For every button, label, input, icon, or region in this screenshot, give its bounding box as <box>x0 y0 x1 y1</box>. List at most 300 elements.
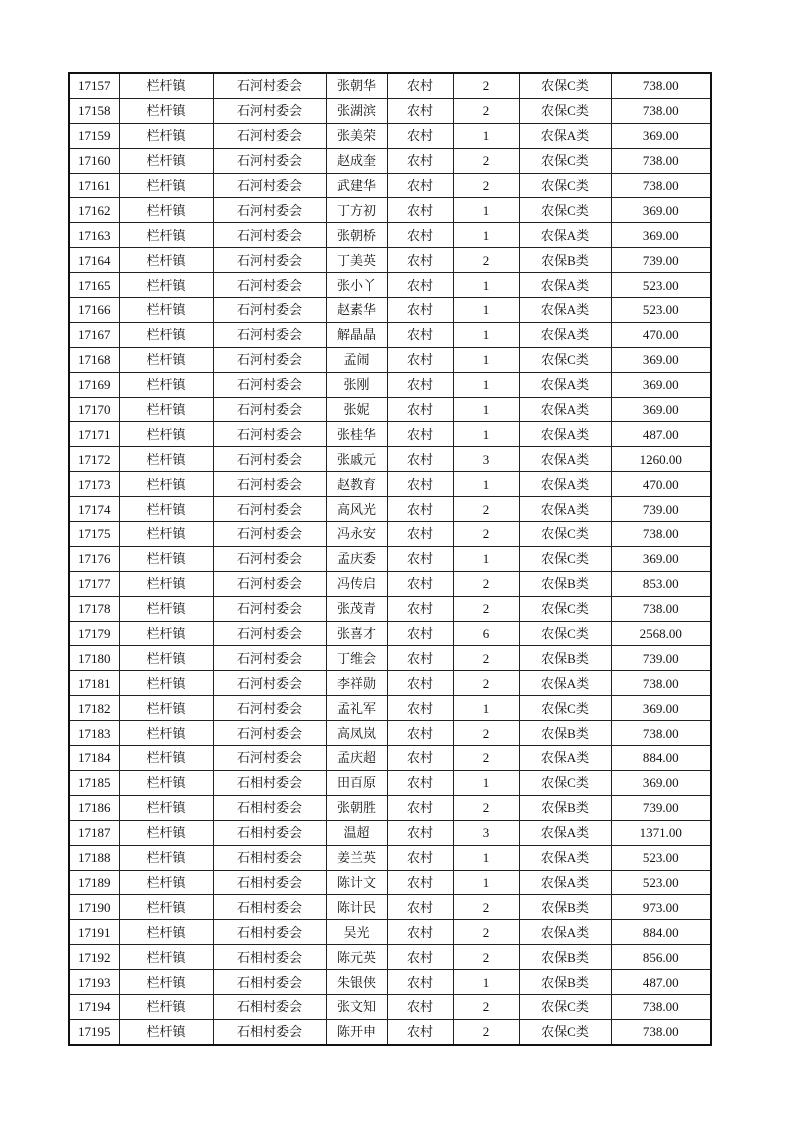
insurance-class-cell: 农保C类 <box>519 98 611 123</box>
household-type-cell: 农村 <box>387 148 453 173</box>
insurance-class-cell: 农保C类 <box>519 198 611 223</box>
person-name-cell: 陈计民 <box>326 895 387 920</box>
town-cell: 栏杆镇 <box>119 920 213 945</box>
amount-cell: 470.00 <box>611 472 711 497</box>
town-cell: 栏杆镇 <box>119 123 213 148</box>
amount-cell: 738.00 <box>611 671 711 696</box>
record-id-cell: 17192 <box>69 945 119 970</box>
record-id-cell: 17175 <box>69 522 119 547</box>
household-type-cell: 农村 <box>387 198 453 223</box>
amount-cell: 738.00 <box>611 994 711 1019</box>
record-id-cell: 17158 <box>69 98 119 123</box>
insurance-class-cell: 农保A类 <box>519 820 611 845</box>
amount-cell: 739.00 <box>611 248 711 273</box>
household-count-cell: 2 <box>453 994 519 1019</box>
amount-cell: 369.00 <box>611 546 711 571</box>
town-cell: 栏杆镇 <box>119 746 213 771</box>
table-row <box>69 273 711 298</box>
household-count-cell: 1 <box>453 546 519 571</box>
town-cell: 栏杆镇 <box>119 945 213 970</box>
village-committee-cell: 石河村委会 <box>213 696 326 721</box>
record-id-cell: 17190 <box>69 895 119 920</box>
household-type-cell: 农村 <box>387 173 453 198</box>
household-count-cell: 6 <box>453 621 519 646</box>
town-cell: 栏杆镇 <box>119 248 213 273</box>
household-type-cell: 农村 <box>387 273 453 298</box>
record-id-cell: 17169 <box>69 372 119 397</box>
village-committee-cell: 石河村委会 <box>213 721 326 746</box>
table-row <box>69 248 711 273</box>
household-count-cell: 2 <box>453 596 519 621</box>
table-row <box>69 945 711 970</box>
town-cell: 栏杆镇 <box>119 895 213 920</box>
person-name-cell: 冯永安 <box>326 522 387 547</box>
record-id-cell: 17191 <box>69 920 119 945</box>
household-type-cell: 农村 <box>387 795 453 820</box>
household-type-cell: 农村 <box>387 970 453 995</box>
town-cell: 栏杆镇 <box>119 422 213 447</box>
village-committee-cell: 石河村委会 <box>213 522 326 547</box>
table-row <box>69 522 711 547</box>
household-type-cell: 农村 <box>387 870 453 895</box>
household-count-cell: 2 <box>453 571 519 596</box>
village-committee-cell: 石相村委会 <box>213 945 326 970</box>
household-type-cell: 农村 <box>387 671 453 696</box>
amount-cell: 738.00 <box>611 721 711 746</box>
amount-cell: 487.00 <box>611 422 711 447</box>
town-cell: 栏杆镇 <box>119 447 213 472</box>
household-count-cell: 2 <box>453 497 519 522</box>
insurance-class-cell: 农保A类 <box>519 472 611 497</box>
town-cell: 栏杆镇 <box>119 148 213 173</box>
table-row <box>69 198 711 223</box>
table-row <box>69 422 711 447</box>
household-count-cell: 1 <box>453 123 519 148</box>
household-count-cell: 1 <box>453 696 519 721</box>
village-committee-cell: 石相村委会 <box>213 895 326 920</box>
amount-cell: 369.00 <box>611 123 711 148</box>
table-row <box>69 970 711 995</box>
person-name-cell: 丁美英 <box>326 248 387 273</box>
household-type-cell: 农村 <box>387 945 453 970</box>
household-count-cell: 2 <box>453 746 519 771</box>
record-id-cell: 17178 <box>69 596 119 621</box>
table-row <box>69 696 711 721</box>
village-committee-cell: 石相村委会 <box>213 970 326 995</box>
table-row <box>69 671 711 696</box>
household-count-cell: 2 <box>453 248 519 273</box>
town-cell: 栏杆镇 <box>119 397 213 422</box>
village-committee-cell: 石河村委会 <box>213 273 326 298</box>
town-cell: 栏杆镇 <box>119 173 213 198</box>
village-committee-cell: 石河村委会 <box>213 123 326 148</box>
household-count-cell: 1 <box>453 322 519 347</box>
insurance-class-cell: 农保B类 <box>519 970 611 995</box>
household-type-cell: 农村 <box>387 721 453 746</box>
amount-cell: 369.00 <box>611 696 711 721</box>
amount-cell: 369.00 <box>611 347 711 372</box>
household-count-cell: 1 <box>453 347 519 372</box>
household-count-cell: 2 <box>453 920 519 945</box>
table-row <box>69 870 711 895</box>
town-cell: 栏杆镇 <box>119 497 213 522</box>
town-cell: 栏杆镇 <box>119 372 213 397</box>
amount-cell: 738.00 <box>611 173 711 198</box>
person-name-cell: 武建华 <box>326 173 387 198</box>
person-name-cell: 丁方初 <box>326 198 387 223</box>
person-name-cell: 张茂青 <box>326 596 387 621</box>
household-count-cell: 2 <box>453 895 519 920</box>
record-id-cell: 17183 <box>69 721 119 746</box>
town-cell: 栏杆镇 <box>119 621 213 646</box>
record-id-cell: 17170 <box>69 397 119 422</box>
table-row <box>69 173 711 198</box>
person-name-cell: 朱银侠 <box>326 970 387 995</box>
record-id-cell: 17177 <box>69 571 119 596</box>
household-count-cell: 2 <box>453 98 519 123</box>
household-count-cell: 1 <box>453 845 519 870</box>
person-name-cell: 赵素华 <box>326 298 387 323</box>
insurance-class-cell: 农保A类 <box>519 372 611 397</box>
insurance-class-cell: 农保C类 <box>519 347 611 372</box>
household-count-cell: 2 <box>453 73 519 98</box>
record-id-cell: 17172 <box>69 447 119 472</box>
person-name-cell: 孟庆委 <box>326 546 387 571</box>
person-name-cell: 赵教育 <box>326 472 387 497</box>
town-cell: 栏杆镇 <box>119 273 213 298</box>
insurance-class-cell: 农保A类 <box>519 671 611 696</box>
insurance-class-cell: 农保B类 <box>519 646 611 671</box>
amount-cell: 738.00 <box>611 98 711 123</box>
insurance-class-cell: 农保A类 <box>519 845 611 870</box>
town-cell: 栏杆镇 <box>119 198 213 223</box>
table-row <box>69 994 711 1019</box>
table-body <box>69 73 711 1045</box>
household-count-cell: 2 <box>453 646 519 671</box>
amount-cell: 523.00 <box>611 845 711 870</box>
household-type-cell: 农村 <box>387 397 453 422</box>
amount-cell: 369.00 <box>611 397 711 422</box>
household-count-cell: 1 <box>453 198 519 223</box>
table-row <box>69 920 711 945</box>
village-committee-cell: 石河村委会 <box>213 173 326 198</box>
village-committee-cell: 石相村委会 <box>213 845 326 870</box>
record-id-cell: 17174 <box>69 497 119 522</box>
insurance-class-cell: 农保A类 <box>519 298 611 323</box>
record-id-cell: 17159 <box>69 123 119 148</box>
amount-cell: 1371.00 <box>611 820 711 845</box>
table-row <box>69 596 711 621</box>
village-committee-cell: 石河村委会 <box>213 248 326 273</box>
household-count-cell: 2 <box>453 721 519 746</box>
household-count-cell: 2 <box>453 795 519 820</box>
person-name-cell: 丁维会 <box>326 646 387 671</box>
village-committee-cell: 石相村委会 <box>213 870 326 895</box>
record-id-cell: 17162 <box>69 198 119 223</box>
amount-cell: 738.00 <box>611 148 711 173</box>
household-count-cell: 2 <box>453 173 519 198</box>
household-count-cell: 1 <box>453 870 519 895</box>
household-type-cell: 农村 <box>387 123 453 148</box>
village-committee-cell: 石相村委会 <box>213 920 326 945</box>
person-name-cell: 孟礼军 <box>326 696 387 721</box>
insurance-class-cell: 农保B类 <box>519 571 611 596</box>
table-row <box>69 571 711 596</box>
record-id-cell: 17179 <box>69 621 119 646</box>
table-row <box>69 223 711 248</box>
table-row <box>69 322 711 347</box>
insurance-class-cell: 农保B类 <box>519 721 611 746</box>
household-count-cell: 2 <box>453 945 519 970</box>
record-id-cell: 17160 <box>69 148 119 173</box>
insurance-class-cell: 农保B类 <box>519 795 611 820</box>
record-id-cell: 17184 <box>69 746 119 771</box>
insurance-class-cell: 农保B类 <box>519 945 611 970</box>
amount-cell: 523.00 <box>611 273 711 298</box>
household-type-cell: 农村 <box>387 322 453 347</box>
amount-cell: 856.00 <box>611 945 711 970</box>
amount-cell: 1260.00 <box>611 447 711 472</box>
village-committee-cell: 石河村委会 <box>213 671 326 696</box>
person-name-cell: 张桂华 <box>326 422 387 447</box>
amount-cell: 470.00 <box>611 322 711 347</box>
village-committee-cell: 石河村委会 <box>213 98 326 123</box>
amount-cell: 884.00 <box>611 920 711 945</box>
village-committee-cell: 石河村委会 <box>213 447 326 472</box>
record-id-cell: 17165 <box>69 273 119 298</box>
town-cell: 栏杆镇 <box>119 795 213 820</box>
household-count-cell: 1 <box>453 223 519 248</box>
person-name-cell: 孟庆超 <box>326 746 387 771</box>
insurance-class-cell: 农保A类 <box>519 322 611 347</box>
person-name-cell: 张刚 <box>326 372 387 397</box>
town-cell: 栏杆镇 <box>119 98 213 123</box>
table-row <box>69 770 711 795</box>
town-cell: 栏杆镇 <box>119 1019 213 1044</box>
amount-cell: 369.00 <box>611 198 711 223</box>
person-name-cell: 田百原 <box>326 770 387 795</box>
town-cell: 栏杆镇 <box>119 472 213 497</box>
insurance-class-cell: 农保C类 <box>519 596 611 621</box>
person-name-cell: 张妮 <box>326 397 387 422</box>
record-id-cell: 17181 <box>69 671 119 696</box>
table-row <box>69 497 711 522</box>
village-committee-cell: 石河村委会 <box>213 646 326 671</box>
insurance-class-cell: 农保A类 <box>519 273 611 298</box>
village-committee-cell: 石河村委会 <box>213 497 326 522</box>
insurance-class-cell: 农保B类 <box>519 248 611 273</box>
table-row <box>69 123 711 148</box>
record-id-cell: 17173 <box>69 472 119 497</box>
person-name-cell: 高风光 <box>326 497 387 522</box>
town-cell: 栏杆镇 <box>119 73 213 98</box>
person-name-cell: 陈开申 <box>326 1019 387 1044</box>
household-type-cell: 农村 <box>387 73 453 98</box>
village-committee-cell: 石河村委会 <box>213 397 326 422</box>
amount-cell: 369.00 <box>611 770 711 795</box>
record-id-cell: 17163 <box>69 223 119 248</box>
table-row <box>69 148 711 173</box>
insurance-class-cell: 农保C类 <box>519 621 611 646</box>
household-type-cell: 农村 <box>387 546 453 571</box>
household-count-cell: 2 <box>453 522 519 547</box>
amount-cell: 523.00 <box>611 298 711 323</box>
town-cell: 栏杆镇 <box>119 671 213 696</box>
household-type-cell: 农村 <box>387 920 453 945</box>
village-committee-cell: 石河村委会 <box>213 571 326 596</box>
household-type-cell: 农村 <box>387 770 453 795</box>
village-committee-cell: 石相村委会 <box>213 994 326 1019</box>
allowance-table <box>68 72 712 1046</box>
amount-cell: 2568.00 <box>611 621 711 646</box>
village-committee-cell: 石河村委会 <box>213 198 326 223</box>
household-type-cell: 农村 <box>387 571 453 596</box>
insurance-class-cell: 农保C类 <box>519 1019 611 1044</box>
insurance-class-cell: 农保A类 <box>519 123 611 148</box>
person-name-cell: 孟闹 <box>326 347 387 372</box>
town-cell: 栏杆镇 <box>119 571 213 596</box>
amount-cell: 738.00 <box>611 596 711 621</box>
amount-cell: 738.00 <box>611 73 711 98</box>
record-id-cell: 17193 <box>69 970 119 995</box>
village-committee-cell: 石河村委会 <box>213 148 326 173</box>
household-type-cell: 农村 <box>387 621 453 646</box>
town-cell: 栏杆镇 <box>119 770 213 795</box>
amount-cell: 973.00 <box>611 895 711 920</box>
table-row <box>69 895 711 920</box>
household-type-cell: 农村 <box>387 422 453 447</box>
household-type-cell: 农村 <box>387 820 453 845</box>
record-id-cell: 17180 <box>69 646 119 671</box>
household-count-cell: 1 <box>453 397 519 422</box>
household-type-cell: 农村 <box>387 223 453 248</box>
household-count-cell: 1 <box>453 770 519 795</box>
village-committee-cell: 石河村委会 <box>213 73 326 98</box>
town-cell: 栏杆镇 <box>119 696 213 721</box>
household-count-cell: 3 <box>453 447 519 472</box>
household-count-cell: 1 <box>453 298 519 323</box>
insurance-class-cell: 农保C类 <box>519 148 611 173</box>
insurance-class-cell: 农保C类 <box>519 522 611 547</box>
household-count-cell: 1 <box>453 472 519 497</box>
household-count-cell: 3 <box>453 820 519 845</box>
table-row <box>69 472 711 497</box>
record-id-cell: 17186 <box>69 795 119 820</box>
table-row <box>69 372 711 397</box>
record-id-cell: 17161 <box>69 173 119 198</box>
village-committee-cell: 石河村委会 <box>213 621 326 646</box>
table-row <box>69 721 711 746</box>
household-count-cell: 2 <box>453 1019 519 1044</box>
record-id-cell: 17189 <box>69 870 119 895</box>
insurance-class-cell: 农保A类 <box>519 746 611 771</box>
village-committee-cell: 石河村委会 <box>213 546 326 571</box>
amount-cell: 487.00 <box>611 970 711 995</box>
table-row <box>69 546 711 571</box>
person-name-cell: 李祥勋 <box>326 671 387 696</box>
household-type-cell: 农村 <box>387 298 453 323</box>
record-id-cell: 17188 <box>69 845 119 870</box>
household-type-cell: 农村 <box>387 1019 453 1044</box>
town-cell: 栏杆镇 <box>119 970 213 995</box>
village-committee-cell: 石河村委会 <box>213 223 326 248</box>
household-type-cell: 农村 <box>387 895 453 920</box>
household-type-cell: 农村 <box>387 596 453 621</box>
person-name-cell: 张朝华 <box>326 73 387 98</box>
insurance-class-cell: 农保A类 <box>519 223 611 248</box>
town-cell: 栏杆镇 <box>119 223 213 248</box>
record-id-cell: 17157 <box>69 73 119 98</box>
amount-cell: 523.00 <box>611 870 711 895</box>
record-id-cell: 17168 <box>69 347 119 372</box>
table-row <box>69 347 711 372</box>
table-row <box>69 397 711 422</box>
record-id-cell: 17171 <box>69 422 119 447</box>
amount-cell: 739.00 <box>611 795 711 820</box>
person-name-cell: 张文知 <box>326 994 387 1019</box>
person-name-cell: 张小丫 <box>326 273 387 298</box>
insurance-class-cell: 农保C类 <box>519 770 611 795</box>
household-type-cell: 农村 <box>387 522 453 547</box>
amount-cell: 738.00 <box>611 1019 711 1044</box>
household-type-cell: 农村 <box>387 994 453 1019</box>
person-name-cell: 解晶晶 <box>326 322 387 347</box>
village-committee-cell: 石河村委会 <box>213 746 326 771</box>
insurance-class-cell: 农保A类 <box>519 422 611 447</box>
person-name-cell: 张美荣 <box>326 123 387 148</box>
village-committee-cell: 石相村委会 <box>213 770 326 795</box>
village-committee-cell: 石相村委会 <box>213 820 326 845</box>
town-cell: 栏杆镇 <box>119 820 213 845</box>
table-row <box>69 73 711 98</box>
household-type-cell: 农村 <box>387 497 453 522</box>
town-cell: 栏杆镇 <box>119 347 213 372</box>
amount-cell: 739.00 <box>611 646 711 671</box>
village-committee-cell: 石河村委会 <box>213 472 326 497</box>
household-type-cell: 农村 <box>387 447 453 472</box>
insurance-class-cell: 农保C类 <box>519 546 611 571</box>
household-type-cell: 农村 <box>387 347 453 372</box>
table-row <box>69 820 711 845</box>
household-type-cell: 农村 <box>387 98 453 123</box>
insurance-class-cell: 农保C类 <box>519 696 611 721</box>
person-name-cell: 高凤岚 <box>326 721 387 746</box>
household-type-cell: 农村 <box>387 248 453 273</box>
table-row <box>69 746 711 771</box>
village-committee-cell: 石河村委会 <box>213 347 326 372</box>
household-count-cell: 1 <box>453 273 519 298</box>
town-cell: 栏杆镇 <box>119 298 213 323</box>
person-name-cell: 姜兰英 <box>326 845 387 870</box>
record-id-cell: 17176 <box>69 546 119 571</box>
record-id-cell: 17166 <box>69 298 119 323</box>
insurance-class-cell: 农保C类 <box>519 73 611 98</box>
person-name-cell: 张朝桥 <box>326 223 387 248</box>
person-name-cell: 吴光 <box>326 920 387 945</box>
household-count-cell: 1 <box>453 422 519 447</box>
person-name-cell: 张喜才 <box>326 621 387 646</box>
insurance-class-cell: 农保C类 <box>519 173 611 198</box>
household-type-cell: 农村 <box>387 372 453 397</box>
village-committee-cell: 石河村委会 <box>213 372 326 397</box>
amount-cell: 853.00 <box>611 571 711 596</box>
person-name-cell: 赵成奎 <box>326 148 387 173</box>
village-committee-cell: 石河村委会 <box>213 596 326 621</box>
insurance-class-cell: 农保C类 <box>519 994 611 1019</box>
household-count-cell: 1 <box>453 372 519 397</box>
town-cell: 栏杆镇 <box>119 845 213 870</box>
table-row <box>69 298 711 323</box>
